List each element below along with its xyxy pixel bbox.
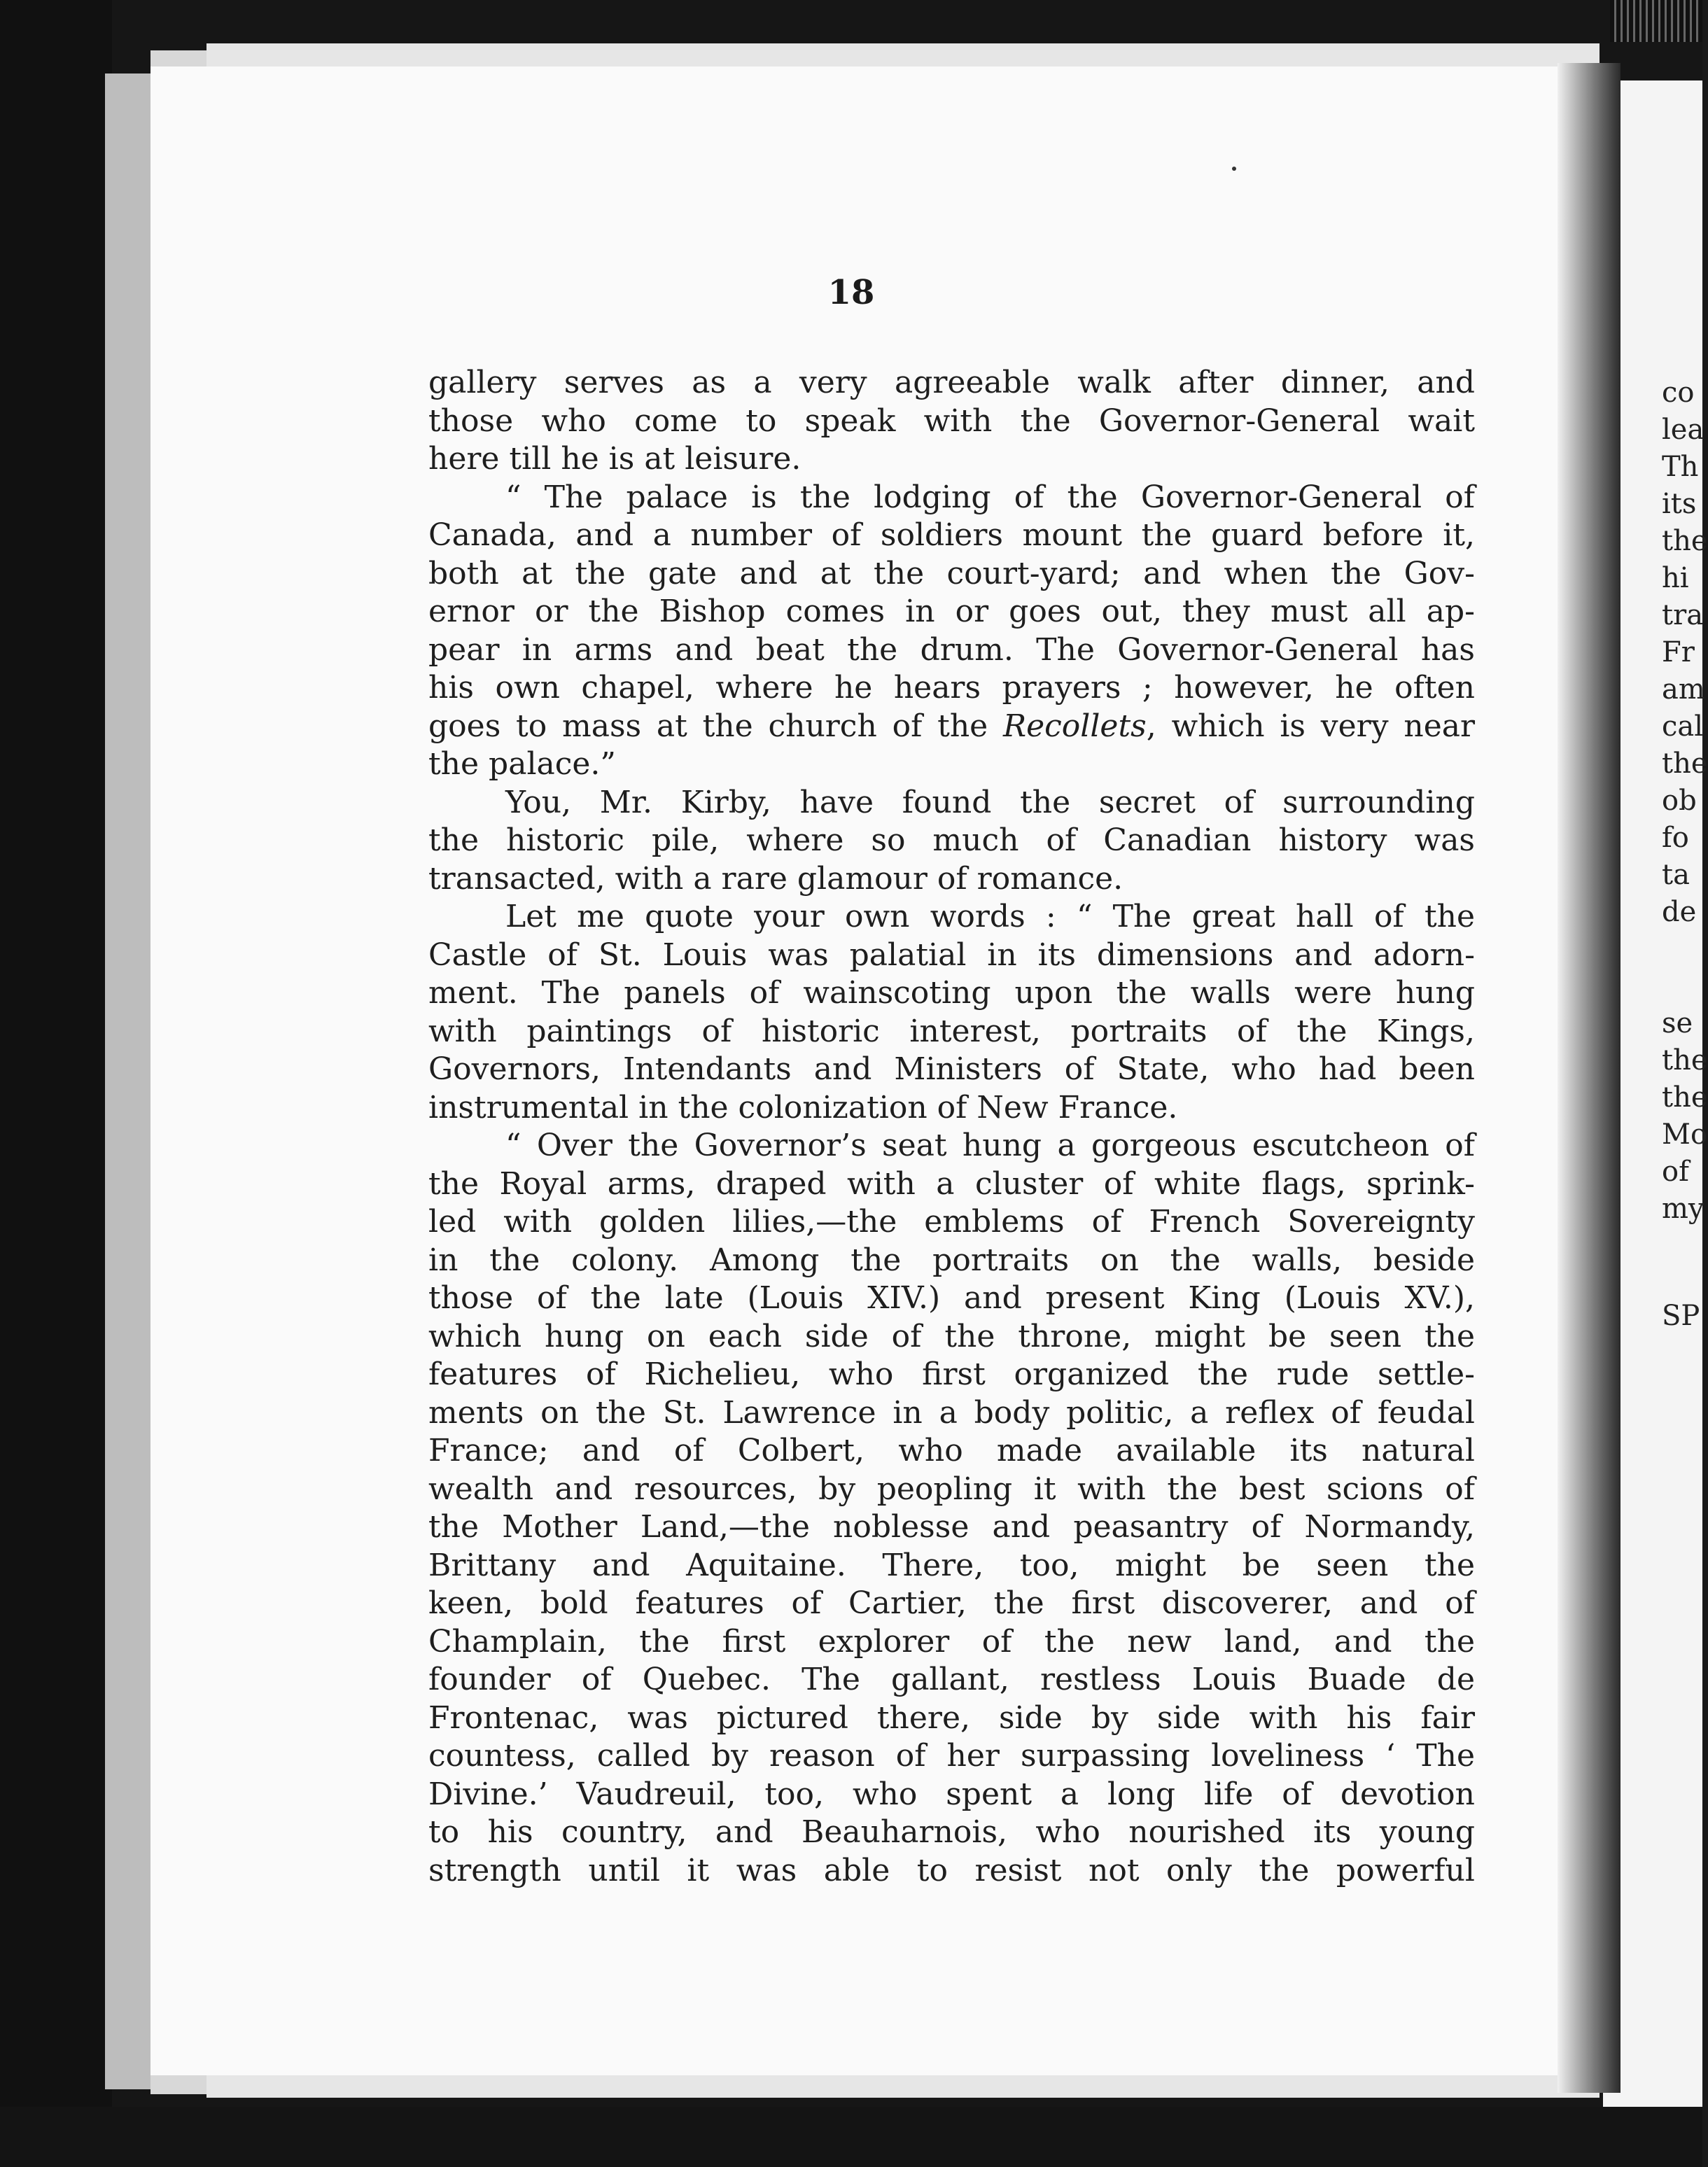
page-number: 18 [827,273,875,312]
text-line: both at the gate and at the court-yard; and when the Gov- [428,555,1475,591]
text-line: ments on the St. Lawrence in a body politic, a reflex of feudal [428,1394,1475,1431]
facing-line-fragment: of [1662,1156,1689,1188]
facing-page-text-fragments [1662,374,1708,1335]
facing-line-fragment: my [1662,1193,1704,1225]
text-line: Frontenac, was pictured there, side by side with his fair [428,1699,1475,1736]
text-line: “ Over the Governor’s seat hung a gorgeous escutcheon of [505,1128,1475,1163]
text-line: Governors, Intendants and Ministers of State, who had been [428,1051,1475,1087]
text-line: those who come to speak with the Governor-General wait [428,402,1475,439]
facing-line-fragment: co [1662,377,1695,409]
facing-line-fragment: hi [1662,562,1689,594]
facing-line-fragment: cal [1662,710,1704,743]
text-line: in the colony. Among the portraits on the walls, beside [428,1242,1475,1278]
facing-line-fragment: Mo [1662,1118,1708,1151]
text-line: keen, bold features of Cartier, the first discoverer, and of [428,1585,1475,1621]
scan-background-left [0,0,112,2167]
text-line: You, Mr. Kirby, have found the secret of surrounding [505,784,1475,820]
text-line: “ The palace is the lodging of the Governor-General of [505,479,1475,515]
text-line: Let me quote your own words : “ The great hall of the [505,899,1475,934]
text-line: ment. The panels of wainscoting upon the walls were hung [428,975,1475,1011]
text-line: his own chapel, where he hears prayers ; however, he often [428,670,1475,706]
facing-line-fragment: ta [1662,859,1690,891]
facing-line-fragment: the [1662,525,1708,557]
facing-line-fragment: the [1662,1044,1708,1077]
text-line: the palace.” [428,746,616,782]
ink-speck [1232,167,1236,171]
facing-line-fragment: SP [1662,1300,1700,1332]
text-line: the historic pile, where so much of Canadian history was [428,822,1475,858]
book-gutter [1558,63,1620,2093]
text-line: Castle of St. Louis was palatial in its dimensions and adorn- [428,937,1475,973]
text-line: transacted, with a rare glamour of romance. [428,860,1124,897]
text-line: France; and of Colbert, who made available its natural [428,1433,1475,1468]
text-line: Brittany and Aquitaine. There, too, might be seen the [428,1547,1475,1583]
facing-line-fragment: Fr [1662,636,1695,668]
text-line: which hung on each side of the throne, might be seen the [428,1318,1475,1354]
scan-edge-marks [1610,0,1702,42]
facing-line-fragment: its [1662,488,1697,520]
facing-line-fragment: the [1662,748,1708,780]
facing-line-fragment: am [1662,673,1705,706]
facing-line-fragment: fo [1662,822,1689,854]
text-line: instrumental in the colonization of New France. [428,1089,1178,1125]
text-line: gallery serves as a very agreeable walk after dinner, and [428,365,1475,400]
italic-term: Recollets [1002,708,1147,744]
facing-line-fragment: de [1662,896,1697,928]
facing-line-fragment: tra [1662,599,1704,631]
facing-line-fragment: lea [1662,414,1704,446]
text-line: goes to mass at the church of the Recollets, which is very near [428,708,1475,744]
facing-line-fragment: the [1662,1081,1708,1114]
text-line: led with golden lilies,—the emblems of French Sovereignty [428,1204,1475,1240]
text-line: here till he is at leisure. [428,441,802,477]
text-line: the Mother Land,—the noblesse and peasantry of Normandy, [428,1509,1475,1545]
text-line: Champlain, the first explorer of the new land, and the [428,1623,1475,1660]
text-line: countess, called by reason of her surpassing loveliness ‘ The [428,1738,1475,1774]
text-line: to his country, and Beauharnois, who nourished its young [428,1814,1475,1850]
text-line: pear in arms and beat the drum. The Governor-General has [428,631,1475,668]
text-line: those of the late (Louis XIV.) and present King (Louis XV.), [428,1280,1475,1316]
facing-line-fragment: ob [1662,785,1697,817]
scan-background-bottom [0,2107,1702,2167]
page-body-text [428,364,1475,1890]
text-line: the Royal arms, draped with a cluster of white flags, sprink- [428,1165,1475,1202]
text-line: features of Richelieu, who first organized the rude settle- [428,1356,1475,1392]
text-line: wealth and resources, by peopling it with the best scions of [428,1471,1475,1507]
text-line: ernor or the Bishop comes in or goes out, they must all ap- [428,594,1475,629]
facing-line-fragment: Th [1662,451,1699,483]
text-line: with paintings of historic interest, portraits of the Kings, [428,1013,1475,1049]
text-line: founder of Quebec. The gallant, restless Louis Buade de [428,1662,1475,1697]
text-line: Canada, and a number of soldiers mount the guard before it, [428,517,1475,553]
text-line: Divine.’ Vaudreuil, too, who spent a long life of devotion [428,1776,1475,1812]
facing-line-fragment: se [1662,1007,1693,1039]
text-line: strength until it was able to resist not only the powerful [428,1852,1475,1888]
